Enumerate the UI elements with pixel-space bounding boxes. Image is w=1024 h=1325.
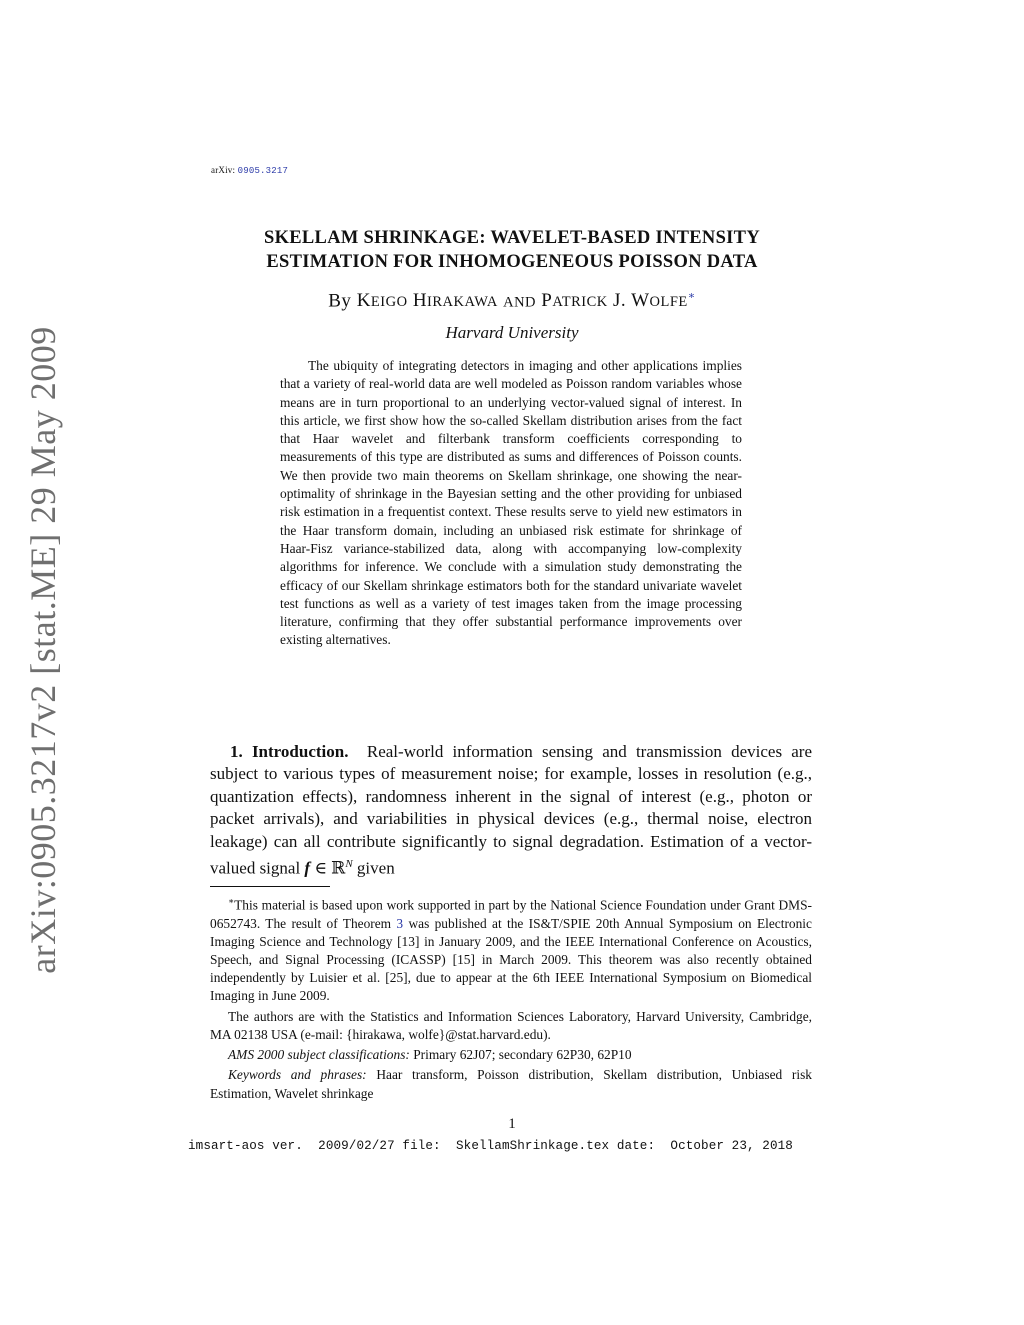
math-N: N (345, 858, 353, 871)
ams-classifications: AMS 2000 subject classifications: Primary 62J07; secondary 62P30, 62P10 (228, 1047, 632, 1063)
footnote-mark-link[interactable]: ∗ (687, 290, 696, 302)
arxiv-header (211, 165, 288, 176)
intro-end: given (356, 858, 395, 878)
footnote-2: The authors are with the Statistics and Information Sciences Laboratory, Harvard University, Cambridge, MA 02138 USA (e-mail: {hirakawa, wolfe}@stat.harvard.edu). (210, 1008, 812, 1042)
author-2: PATRICK J. WOLFE (541, 290, 688, 312)
footnote-1: ∗This material is based upon work supported in part by the National Science Foundation under Grant DMS-0652743. The result of Theorem 3 was published at the IS&T/SPIE 20th Annual Symposium on Electronic Imaging Science and Technology [13] in January 2009, and the IEEE International Conference on Acoustics, Speech, and Signal Processing (ICASSP) [15] in March 2009. This theorem was also recently obtained independently by Luisier et al. [25], due to appear at the 6th IEEE International Symposium on Biomedical Imaging in June 2009. (210, 896, 812, 1004)
introduction-paragraph (210, 741, 812, 880)
page-footer: imsart-aos ver. 2009/02/27 file: SkellamShrinkage.tex date: October 23, 2018 (188, 1139, 793, 1153)
theorem-ref-link[interactable]: 3 (396, 915, 404, 931)
footnotes (210, 892, 812, 1103)
math-in: ∈ (314, 858, 327, 878)
author-1: KEIGO HIRAKAWA (356, 290, 498, 312)
arxiv-prefix: arXiv: (211, 165, 236, 175)
section-heading: 1. Introduction. (230, 742, 349, 761)
author-line (200, 289, 824, 312)
arxiv-side-stamp-text: arXiv:0905.3217v2 [stat.ME] 29 May 2009 (23, 326, 63, 974)
math-f: f (304, 858, 311, 878)
page-number: 1 (508, 1116, 516, 1132)
keywords: Keywords and phrases: Haar transform, Poisson distribution, Skellam distribution, Unbiased risk Estimation, Wavelet shrinkage (210, 1067, 812, 1101)
and-word: AND (503, 294, 537, 311)
title-line-1: SKELLAM SHRINKAGE: WAVELET-BASED INTENSITY (264, 228, 760, 248)
affiliation: Harvard University (445, 323, 579, 342)
title-line-2: ESTIMATION FOR INHOMOGENEOUS POISSON DATA (266, 252, 758, 272)
paper-title (200, 226, 824, 274)
math-R: ℝ (331, 858, 346, 878)
footnote-rule (210, 886, 330, 887)
by-word: By (328, 290, 352, 312)
intro-text: Real-world information sensing and transmission devices are subject to various types of measurement noise; for example, losses in resolution (e.g., quantization effects), randomness inherent in the signal of interest (e.g., photon or packet arrivals), and variabilities in physical devices (e.g., thermal noise, electron leakage) can all contribute significantly to signal degradation. Estimation of a vector-valued signal (210, 742, 813, 878)
abstract: The ubiquity of integrating detectors in imaging and other applications implies that a variety of real-world data are well modeled as Poisson random variables whose means are in turn proportional to an underlying vector-valued signal of interest. In this article, we first show how the so-called Skellam distribution arises from the fact that Haar wavelet and filterbank transform coefficients corresponding to measurements of this type are distributed as sums and differences of Poisson counts. We then provide two main theorems on Skellam shrinkage, one showing the near-optimality of shrinkage in the Bayesian setting and the other providing for unbiased risk estimation in a frequentist context. These results serve to yield new estimators in the Haar transform domain, including an unbiased risk estimate for shrinkage of Haar-Fisz variance-stabilized data, along with accompanying low-complexity algorithms for inference. We conclude with a simulation study demonstrating the efficacy of our Skellam shrinkage estimators both for the standard univariate wavelet test functions as well as a variety of test images taken from the image processing literature, confirming that they offer substantial performance improvements over existing alternatives. (280, 358, 742, 648)
arxiv-id-link[interactable]: 0905.3217 (237, 166, 289, 176)
